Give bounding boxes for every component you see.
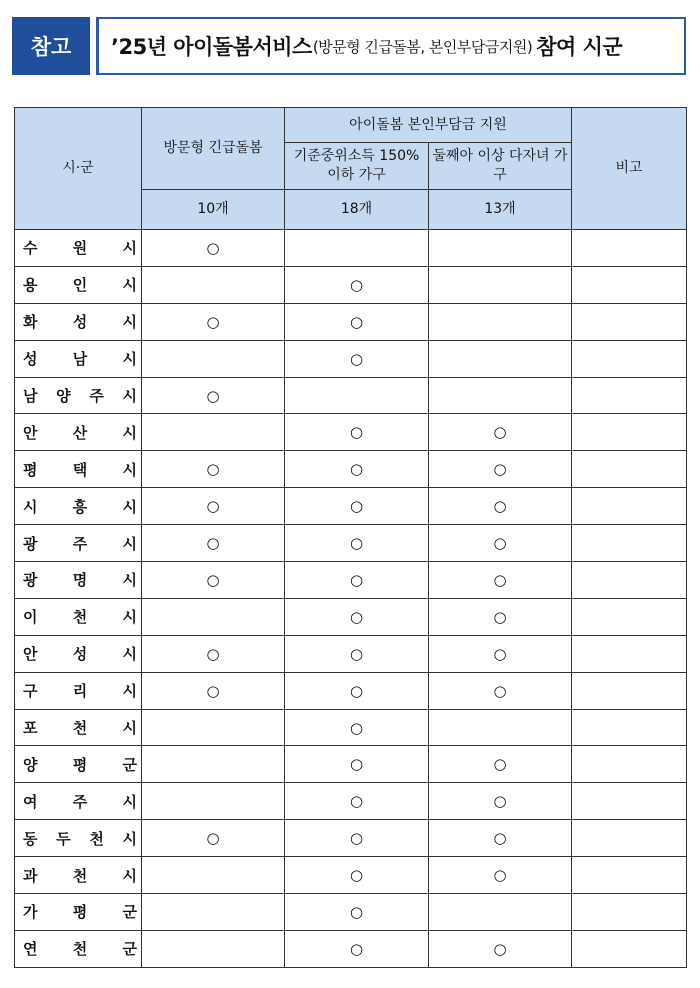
visit-mark-cell (142, 930, 285, 967)
income-mark-cell (285, 820, 429, 857)
table-row (15, 266, 687, 303)
table-row (15, 451, 687, 488)
reference-badge: 참고 (12, 17, 90, 75)
header-income-150: 기준중위소득 150% 이하 가구 (285, 143, 429, 190)
income-mark: ○ (349, 718, 364, 737)
city-name: 화 성 시 (23, 313, 137, 332)
visit-mark: ○ (206, 644, 220, 663)
visit-mark-cell (142, 303, 285, 340)
visit-mark-cell (142, 672, 285, 709)
income-mark-cell (285, 303, 429, 340)
multichild-mark: ○ (493, 939, 507, 958)
visit-mark: ○ (206, 534, 220, 553)
note-cell (572, 672, 687, 709)
city-name-cell (15, 414, 142, 451)
city-name: 남 양 주 시 (23, 387, 137, 405)
income-mark-cell (285, 746, 429, 783)
visit-mark-cell (142, 266, 285, 303)
multichild-mark-cell (429, 672, 572, 709)
income-mark: ○ (349, 497, 364, 516)
page-title (96, 17, 686, 75)
city-name-cell (15, 894, 142, 931)
multichild-mark-cell (429, 451, 572, 488)
income-mark-cell (285, 230, 429, 267)
table-row (15, 783, 687, 820)
city-name-cell (15, 230, 142, 267)
income-mark: ○ (349, 792, 364, 811)
header-copay-support: 아이돌봄 본인부담금 지원 (285, 108, 572, 143)
city-name-cell (15, 562, 142, 599)
visit-mark-cell (142, 635, 285, 672)
multichild-mark-cell (429, 488, 572, 525)
participation-table (14, 107, 687, 968)
city-name-cell (15, 672, 142, 709)
income-mark: ○ (349, 681, 364, 700)
multichild-mark-cell (429, 266, 572, 303)
income-mark: ○ (349, 275, 364, 294)
visit-mark: ○ (206, 312, 220, 331)
table-row (15, 709, 687, 746)
city-name-cell (15, 635, 142, 672)
income-mark-cell (285, 266, 429, 303)
multichild-mark-cell (429, 709, 572, 746)
visit-mark-cell (142, 377, 285, 414)
city-name: 시 흥 시 (23, 497, 137, 516)
multichild-mark: ○ (493, 866, 507, 885)
table-row (15, 488, 687, 525)
header-visit-emergency: 방문형 긴급돌봄 (142, 108, 285, 190)
city-name: 안 산 시 (23, 423, 137, 442)
visit-mark-cell (142, 525, 285, 562)
visit-mark: ○ (206, 460, 220, 479)
multichild-mark-cell (429, 598, 572, 635)
note-cell (572, 562, 687, 599)
multichild-mark-cell (429, 525, 572, 562)
multichild-mark: ○ (493, 644, 507, 663)
table-row (15, 820, 687, 857)
city-name: 가 평 군 (23, 903, 137, 922)
multichild-mark: ○ (493, 792, 507, 811)
city-name-cell (15, 266, 142, 303)
note-cell (572, 451, 687, 488)
multichild-mark-cell (429, 635, 572, 672)
table-row (15, 635, 687, 672)
income-mark-cell (285, 857, 429, 894)
note-cell (572, 635, 687, 672)
visit-mark-cell (142, 746, 285, 783)
visit-mark-cell (142, 598, 285, 635)
visit-mark-cell (142, 894, 285, 931)
income-mark: ○ (349, 349, 364, 368)
visit-mark-cell (142, 414, 285, 451)
count-visit: 10개 (142, 190, 285, 230)
note-cell (572, 930, 687, 967)
income-mark: ○ (349, 755, 364, 774)
table-row (15, 414, 687, 451)
city-name-cell (15, 820, 142, 857)
note-cell (572, 488, 687, 525)
income-mark: ○ (349, 534, 364, 553)
note-cell (572, 303, 687, 340)
city-name: 포 천 시 (23, 719, 137, 738)
table-row (15, 525, 687, 562)
header-note: 비고 (572, 108, 687, 230)
income-mark-cell (285, 562, 429, 599)
city-name-cell (15, 377, 142, 414)
city-name: 양 평 군 (23, 755, 137, 774)
multichild-mark-cell (429, 303, 572, 340)
note-cell (572, 525, 687, 562)
city-name-cell (15, 746, 142, 783)
table-row (15, 303, 687, 340)
multichild-mark: ○ (493, 423, 507, 442)
income-mark: ○ (349, 866, 364, 885)
table-row (15, 598, 687, 635)
income-mark-cell (285, 635, 429, 672)
multichild-mark-cell (429, 783, 572, 820)
income-mark-cell (285, 598, 429, 635)
multichild-mark: ○ (493, 681, 507, 700)
visit-mark-cell (142, 857, 285, 894)
city-name: 여 주 시 (23, 792, 137, 811)
city-name: 이 천 시 (23, 608, 137, 627)
income-mark-cell (285, 451, 429, 488)
note-cell (572, 340, 687, 377)
income-mark-cell (285, 709, 429, 746)
table-row (15, 857, 687, 894)
income-mark-cell (285, 340, 429, 377)
visit-mark-cell (142, 340, 285, 377)
table-row (15, 340, 687, 377)
city-name-cell (15, 857, 142, 894)
title-bar (12, 17, 686, 75)
visit-mark-cell (142, 709, 285, 746)
income-mark: ○ (349, 607, 364, 626)
multichild-mark: ○ (493, 829, 507, 848)
city-name: 평 택 시 (23, 460, 137, 479)
table-row (15, 562, 687, 599)
visit-mark: ○ (206, 681, 220, 700)
header-city: 시·군 (15, 108, 142, 230)
city-name: 광 명 시 (23, 571, 137, 590)
multichild-mark-cell (429, 562, 572, 599)
note-cell (572, 414, 687, 451)
multichild-mark-cell (429, 894, 572, 931)
city-name: 과 천 시 (23, 866, 137, 885)
income-mark: ○ (349, 902, 364, 921)
income-mark-cell (285, 414, 429, 451)
multichild-mark-cell (429, 820, 572, 857)
multichild-mark-cell (429, 930, 572, 967)
visit-mark-cell (142, 783, 285, 820)
income-mark: ○ (349, 829, 364, 848)
multichild-mark-cell (429, 414, 572, 451)
note-cell (572, 266, 687, 303)
note-cell (572, 377, 687, 414)
note-cell (572, 230, 687, 267)
note-cell (572, 598, 687, 635)
city-name-cell (15, 598, 142, 635)
city-name: 성 남 시 (23, 350, 137, 369)
city-name-cell (15, 340, 142, 377)
city-name-cell (15, 488, 142, 525)
multichild-mark-cell (429, 377, 572, 414)
income-mark: ○ (349, 312, 364, 331)
city-name: 용 인 시 (23, 276, 137, 295)
city-name-cell (15, 451, 142, 488)
table-row (15, 377, 687, 414)
multichild-mark-cell (429, 230, 572, 267)
city-name: 광 주 시 (23, 534, 137, 553)
income-mark-cell (285, 488, 429, 525)
visit-mark-cell (142, 562, 285, 599)
visit-mark-cell (142, 488, 285, 525)
title-subtitle: (방문형 긴급돌봄, 본인부담금지원) (312, 37, 533, 56)
city-name-cell (15, 783, 142, 820)
note-cell (572, 746, 687, 783)
title-tail: 참여 시군 (536, 35, 623, 59)
visit-mark-cell (142, 451, 285, 488)
income-mark-cell (285, 525, 429, 562)
city-name: 구 리 시 (23, 682, 137, 701)
multichild-mark: ○ (493, 607, 507, 626)
note-cell (572, 894, 687, 931)
city-name: 동 두 천 시 (23, 829, 137, 848)
multichild-mark: ○ (493, 570, 507, 589)
city-name-cell (15, 930, 142, 967)
city-name: 수 원 시 (23, 239, 137, 258)
multichild-mark-cell (429, 746, 572, 783)
visit-mark-cell (142, 230, 285, 267)
count-multichild: 13개 (429, 190, 572, 230)
table-row (15, 894, 687, 931)
income-mark: ○ (349, 460, 364, 479)
title-main: ’25년 아이돌봄서비스 (111, 35, 312, 59)
city-name-cell (15, 303, 142, 340)
city-name-cell (15, 709, 142, 746)
multichild-mark-cell (429, 857, 572, 894)
multichild-mark: ○ (493, 460, 507, 479)
visit-mark: ○ (206, 238, 220, 257)
multichild-mark-cell (429, 340, 572, 377)
income-mark-cell (285, 894, 429, 931)
visit-mark-cell (142, 820, 285, 857)
note-cell (572, 709, 687, 746)
income-mark-cell (285, 783, 429, 820)
visit-mark: ○ (206, 386, 220, 405)
table-row (15, 230, 687, 267)
income-mark-cell (285, 672, 429, 709)
header-multichild: 둘째아 이상 다자녀 가구 (429, 143, 572, 190)
note-cell (572, 820, 687, 857)
note-cell (572, 857, 687, 894)
multichild-mark: ○ (493, 755, 507, 774)
table-row (15, 672, 687, 709)
note-cell (572, 783, 687, 820)
visit-mark: ○ (206, 570, 220, 589)
income-mark-cell (285, 930, 429, 967)
table-row (15, 746, 687, 783)
multichild-mark: ○ (493, 497, 507, 516)
income-mark: ○ (349, 644, 364, 663)
income-mark-cell (285, 377, 429, 414)
visit-mark: ○ (206, 829, 220, 848)
city-name: 연 천 군 (23, 940, 137, 959)
visit-mark: ○ (206, 497, 220, 516)
city-name-cell (15, 525, 142, 562)
income-mark: ○ (349, 423, 364, 442)
income-mark: ○ (349, 939, 364, 958)
city-name: 안 성 시 (23, 645, 137, 664)
table-row (15, 930, 687, 967)
count-income: 18개 (285, 190, 429, 230)
income-mark: ○ (349, 570, 364, 589)
multichild-mark: ○ (493, 534, 507, 553)
